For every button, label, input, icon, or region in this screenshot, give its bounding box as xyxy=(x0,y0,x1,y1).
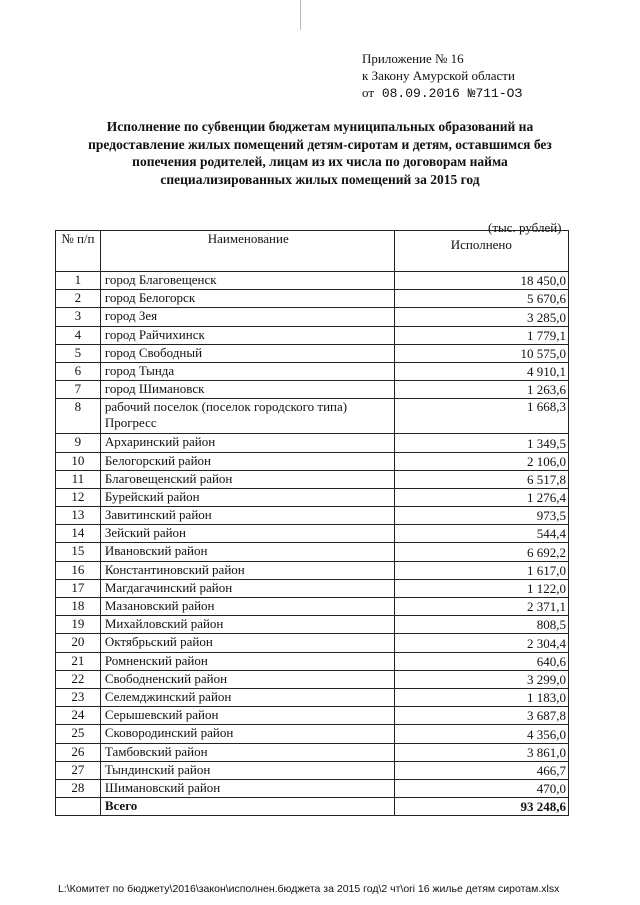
row-name: рабочий поселок (поселок городского типа) Прогресс xyxy=(100,399,394,434)
row-value: 10 575,0 xyxy=(394,344,568,362)
row-name: Ромненский район xyxy=(100,652,394,670)
row-value: 1 349,5 xyxy=(394,434,568,452)
row-value: 973,5 xyxy=(394,507,568,525)
row-name: город Зея xyxy=(100,308,394,326)
row-num: 27 xyxy=(56,761,101,779)
row-name: Серышевский район xyxy=(100,707,394,725)
table-row xyxy=(56,634,569,652)
table-row xyxy=(56,362,569,380)
row-num: 8 xyxy=(56,399,101,434)
table-row xyxy=(56,779,569,797)
row-value: 466,7 xyxy=(394,761,568,779)
row-num: 18 xyxy=(56,598,101,616)
row-num: 28 xyxy=(56,779,101,797)
row-value: 3 861,0 xyxy=(394,743,568,761)
appendix-date-number: 08.09.2016 №711-ОЗ xyxy=(381,86,523,101)
row-name: Тындинский район xyxy=(100,761,394,779)
row-value: 6 692,2 xyxy=(394,543,568,561)
table-row xyxy=(56,688,569,706)
row-name: Шимановский район xyxy=(100,779,394,797)
total-value: 93 248,6 xyxy=(394,798,568,816)
row-value: 808,5 xyxy=(394,616,568,634)
row-value: 2 371,1 xyxy=(394,598,568,616)
table-row xyxy=(56,381,569,399)
row-value: 4 356,0 xyxy=(394,725,568,743)
row-value: 3 285,0 xyxy=(394,308,568,326)
table-row xyxy=(56,290,569,308)
table-row xyxy=(56,488,569,506)
fold-mark xyxy=(300,0,301,30)
row-num: 5 xyxy=(56,344,101,362)
table-row xyxy=(56,344,569,362)
row-value: 3 687,8 xyxy=(394,707,568,725)
row-name: Тамбовский район xyxy=(100,743,394,761)
row-num: 24 xyxy=(56,707,101,725)
appendix-date-line xyxy=(362,84,522,102)
table-row xyxy=(56,272,569,290)
row-value: 4 910,1 xyxy=(394,362,568,380)
row-num: 11 xyxy=(56,470,101,488)
row-value: 1 668,3 xyxy=(394,399,568,434)
table-row xyxy=(56,743,569,761)
row-num: 13 xyxy=(56,507,101,525)
header-name: Наименование xyxy=(100,231,394,272)
table-total-row xyxy=(56,798,569,816)
row-value: 1 263,6 xyxy=(394,381,568,399)
row-value: 1 122,0 xyxy=(394,579,568,597)
table-row xyxy=(56,579,569,597)
table-row xyxy=(56,452,569,470)
row-name: Бурейский район xyxy=(100,488,394,506)
row-num: 2 xyxy=(56,290,101,308)
row-name: город Белогорск xyxy=(100,290,394,308)
table-row xyxy=(56,525,569,543)
table-row xyxy=(56,399,569,434)
row-value: 2 304,4 xyxy=(394,634,568,652)
table-row xyxy=(56,616,569,634)
table-row xyxy=(56,470,569,488)
row-value: 2 106,0 xyxy=(394,452,568,470)
row-num: 7 xyxy=(56,381,101,399)
appendix-date-prefix: от xyxy=(362,85,375,100)
row-num: 10 xyxy=(56,452,101,470)
row-name: город Тында xyxy=(100,362,394,380)
table-row xyxy=(56,308,569,326)
row-num: 12 xyxy=(56,488,101,506)
row-name: Архаринский район xyxy=(100,434,394,452)
row-num: 17 xyxy=(56,579,101,597)
row-value: 640,6 xyxy=(394,652,568,670)
row-num: 1 xyxy=(56,272,101,290)
row-name: Белогорский район xyxy=(100,452,394,470)
row-value: 3 299,0 xyxy=(394,670,568,688)
row-num: 23 xyxy=(56,688,101,706)
row-name: Константиновский район xyxy=(100,561,394,579)
row-name: Михайловский район xyxy=(100,616,394,634)
row-num: 9 xyxy=(56,434,101,452)
row-name: Сковородинский район xyxy=(100,725,394,743)
row-value: 6 517,8 xyxy=(394,470,568,488)
appendix-number: Приложение № 16 xyxy=(362,51,464,66)
row-num: 21 xyxy=(56,652,101,670)
row-name: Благовещенский район xyxy=(100,470,394,488)
row-name: Магдагачинский район xyxy=(100,579,394,597)
row-value: 544,4 xyxy=(394,525,568,543)
row-name: Мазановский район xyxy=(100,598,394,616)
row-num: 4 xyxy=(56,326,101,344)
table-row xyxy=(56,725,569,743)
row-num: 26 xyxy=(56,743,101,761)
row-num: 22 xyxy=(56,670,101,688)
row-value: 1 183,0 xyxy=(394,688,568,706)
table-row xyxy=(56,326,569,344)
execution-table xyxy=(55,230,569,816)
table-row xyxy=(56,507,569,525)
header-value: Исполнено xyxy=(394,231,568,272)
file-path-footer: L:\Комитет по бюджету\2016\закон\исполнен.бюджета за 2015 год\2 чт\ori 16 жилье детям сиротам.xlsx xyxy=(58,883,560,895)
row-value: 470,0 xyxy=(394,779,568,797)
table-row xyxy=(56,434,569,452)
table-row xyxy=(56,707,569,725)
row-num: 6 xyxy=(56,362,101,380)
row-value: 1 617,0 xyxy=(394,561,568,579)
total-label: Всего xyxy=(100,798,394,816)
row-value: 1 779,1 xyxy=(394,326,568,344)
row-name: город Благовещенск xyxy=(100,272,394,290)
row-value: 1 276,4 xyxy=(394,488,568,506)
table-row xyxy=(56,598,569,616)
row-name: Свободненский район xyxy=(100,670,394,688)
row-num: 19 xyxy=(56,616,101,634)
row-num: 15 xyxy=(56,543,101,561)
row-value: 5 670,6 xyxy=(394,290,568,308)
appendix-header xyxy=(362,50,522,102)
header-num: № п/п xyxy=(56,231,101,272)
row-name: Ивановский район xyxy=(100,543,394,561)
row-num: 20 xyxy=(56,634,101,652)
row-name: город Шимановск xyxy=(100,381,394,399)
row-value: 18 450,0 xyxy=(394,272,568,290)
table-row xyxy=(56,543,569,561)
row-name: Октябрьский район xyxy=(100,634,394,652)
table-row xyxy=(56,561,569,579)
table-row xyxy=(56,652,569,670)
table-header-row xyxy=(56,231,569,272)
row-name: Зейский район xyxy=(100,525,394,543)
total-num-cell xyxy=(56,798,101,816)
row-num: 25 xyxy=(56,725,101,743)
row-name: город Свободный xyxy=(100,344,394,362)
row-num: 14 xyxy=(56,525,101,543)
table-body xyxy=(56,272,569,798)
appendix-law: к Закону Амурской области xyxy=(362,68,515,83)
row-num: 16 xyxy=(56,561,101,579)
table-row xyxy=(56,670,569,688)
table-row xyxy=(56,761,569,779)
row-name: Селемджинский район xyxy=(100,688,394,706)
row-num: 3 xyxy=(56,308,101,326)
row-name: Завитинский район xyxy=(100,507,394,525)
units-label: (тыс. рублей) xyxy=(488,220,562,235)
document-title: Исполнение по субвенции бюджетам муниципальных образований на предоставление жилых помещений детям-сиротам и детям, оставшимся без попечения родителей, лицам из их числа по договорам найма специализированных жилых помещений за 2015 год xyxy=(88,119,552,187)
row-name: город Райчихинск xyxy=(100,326,394,344)
